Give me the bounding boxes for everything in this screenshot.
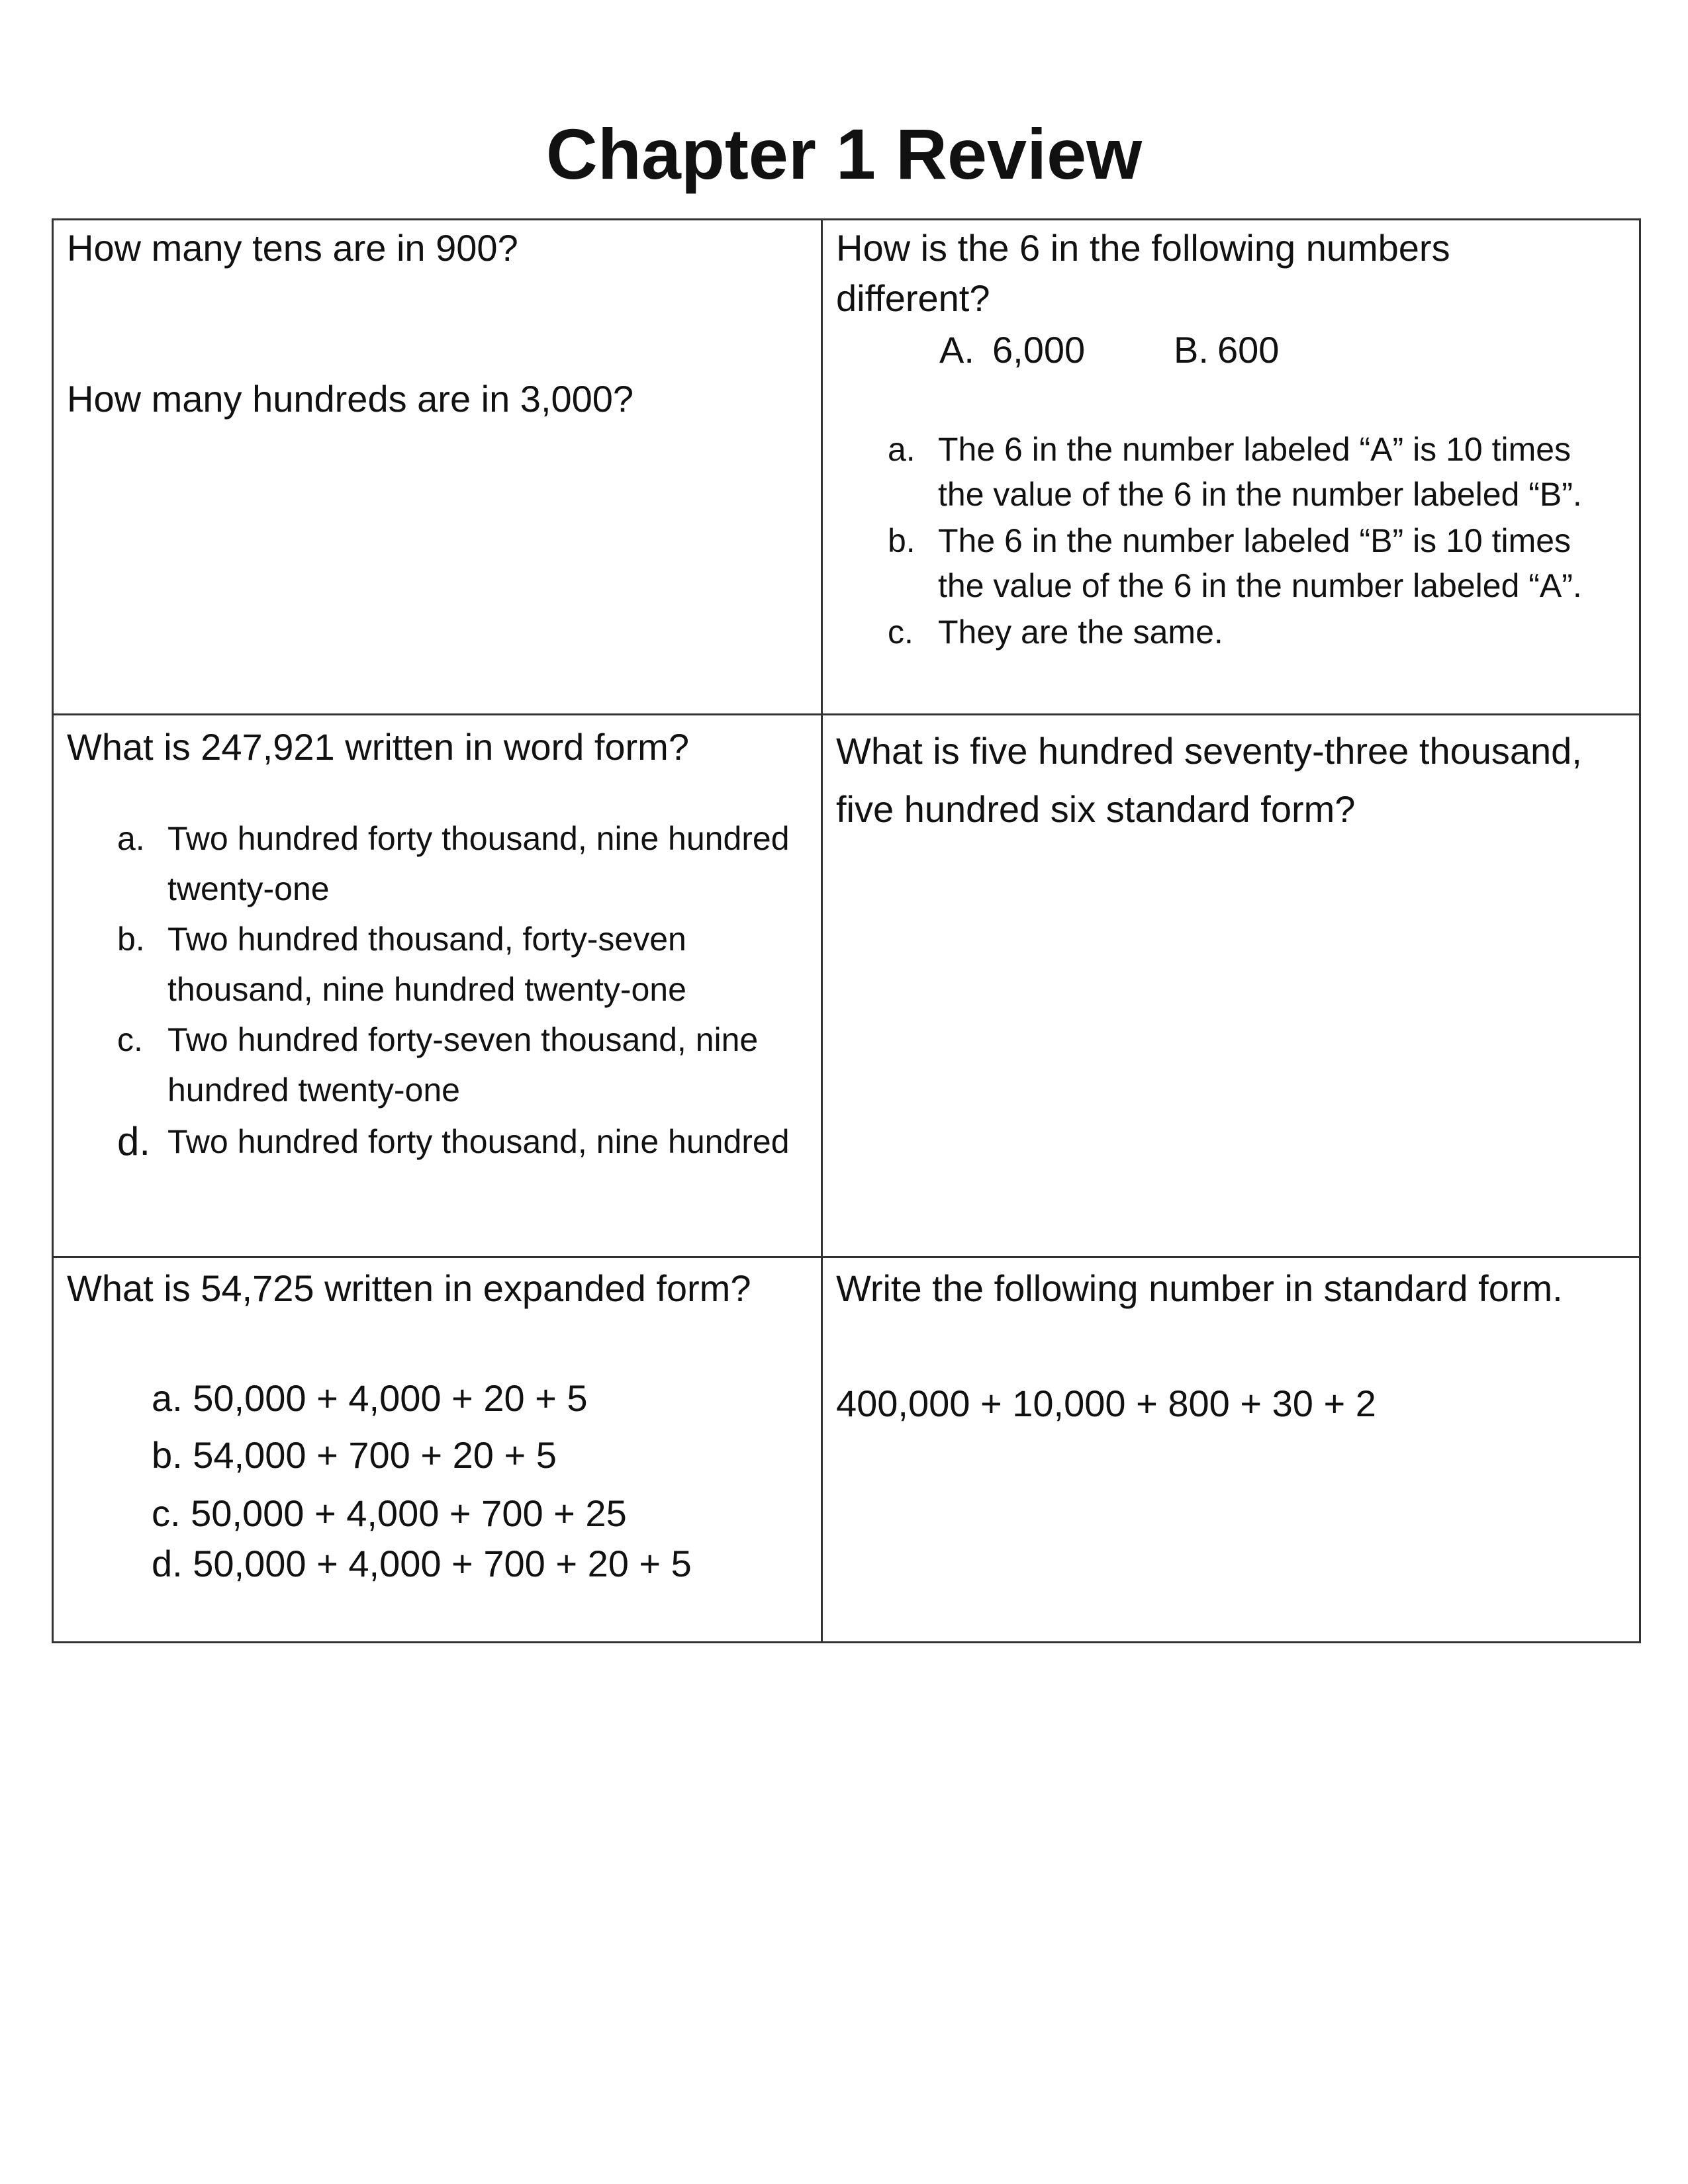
question-write-standard-form: Write the following number in standard form. — [836, 1267, 1563, 1309]
option-letter: a. — [888, 431, 915, 468]
list-item: d. 50,000 + 4,000 + 700 + 20 + 5 — [152, 1543, 692, 1584]
option-text: Two hundred forty-seven thousand, nine — [167, 1021, 759, 1058]
option-text: twenty-one — [167, 870, 330, 907]
expanded-expression: 400,000 + 10,000 + 800 + 30 + 2 — [836, 1383, 1376, 1424]
question-standard-form-line1: What is five hundred seventy-three thousand, — [836, 730, 1582, 772]
option-text: the value of the 6 in the number labeled “A”. — [938, 567, 1582, 604]
option-letter: b. — [888, 522, 915, 559]
option-text: Two hundred forty thousand, nine hundred — [167, 1123, 790, 1160]
option-letter: a. — [117, 820, 145, 857]
option-text: Two hundred thousand, forty-seven — [167, 921, 686, 958]
number-b-value: 600 — [1217, 329, 1280, 371]
option-letter: d. — [117, 1119, 151, 1163]
list-item: b. 54,000 + 700 + 20 + 5 — [152, 1434, 557, 1476]
question-standard-form-line2: five hundred six standard form? — [836, 788, 1356, 830]
question-cell-expanded-form — [53, 1257, 822, 1643]
list-item — [888, 610, 1223, 655]
question-cell-standard-form — [822, 715, 1640, 1257]
list-item: a. 50,000 + 4,000 + 20 + 5 — [152, 1377, 588, 1419]
option-letter: c. — [888, 614, 914, 651]
question-word-form: What is 247,921 written in word form? — [67, 726, 689, 768]
page-title: Chapter 1 Review — [545, 114, 1143, 194]
list-item — [117, 914, 686, 1015]
question-digit-value-line2: different? — [836, 277, 990, 319]
number-b-label: B. — [1174, 329, 1209, 371]
list-item — [117, 1015, 758, 1115]
review-table — [52, 218, 1641, 1643]
question-expanded-form: What is 54,725 written in expanded form? — [67, 1267, 751, 1309]
question-hundreds-in-3000: How many hundreds are in 3,000? — [67, 378, 634, 420]
number-a-label: A. — [939, 329, 974, 371]
question-cell-write-standard — [822, 1257, 1640, 1643]
list-item — [117, 813, 790, 914]
list-item: c. 50,000 + 4,000 + 700 + 25 — [152, 1492, 627, 1534]
option-text: Two hundred forty thousand, nine hundred — [167, 820, 790, 857]
option-text: thousand, nine hundred twenty-one — [167, 971, 686, 1008]
question-cell-word-form — [53, 715, 822, 1257]
question-cell-tens — [53, 220, 822, 715]
question-digit-value-line1: How is the 6 in the following numbers — [836, 227, 1450, 269]
option-text: The 6 in the number labeled “B” is 10 times — [938, 522, 1571, 559]
list-item — [117, 1116, 790, 1169]
option-letter: c. — [117, 1021, 143, 1058]
option-letter: b. — [117, 921, 145, 958]
option-text: They are the same. — [938, 614, 1223, 651]
option-text: the value of the 6 in the number labeled “B”. — [938, 476, 1582, 513]
list-item — [888, 427, 1582, 517]
option-text: The 6 in the number labeled “A” is 10 times — [938, 431, 1571, 468]
number-a-value: 6,000 — [992, 329, 1086, 371]
question-cell-digit-value — [822, 220, 1640, 715]
option-text: hundred twenty-one — [167, 1071, 460, 1109]
question-tens-in-900: How many tens are in 900? — [67, 227, 518, 269]
list-item — [888, 518, 1582, 608]
